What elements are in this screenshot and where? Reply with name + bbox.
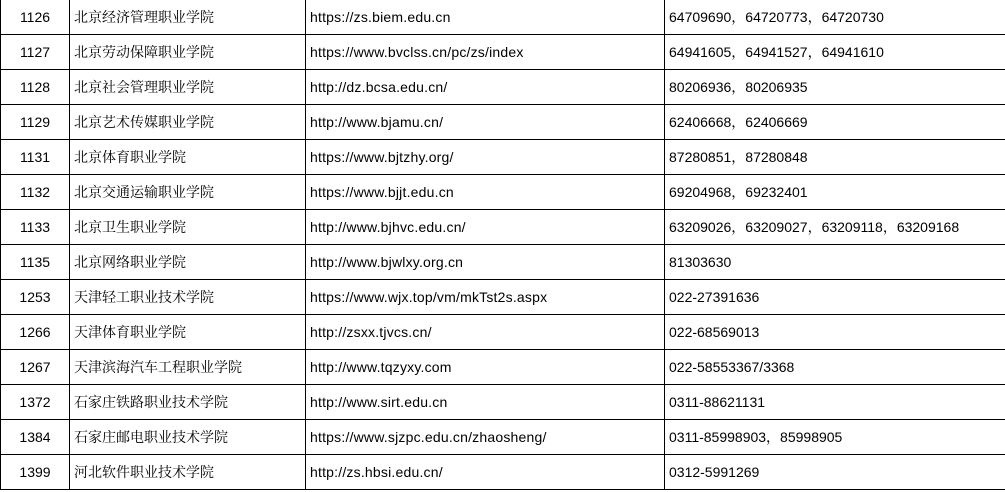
school-phone-cell: 022-27391636	[665, 280, 1005, 315]
school-code-cell: 1372	[1, 385, 70, 420]
table-row	[1, 0, 1005, 35]
school-name-cell: 石家庄铁路职业技术学院	[70, 385, 306, 420]
school-url-cell[interactable]: http://dz.bcsa.edu.cn/	[306, 70, 665, 105]
school-url-cell[interactable]: https://www.bvclss.cn/pc/zs/index	[306, 35, 665, 70]
table-row	[1, 210, 1005, 245]
school-code-cell: 1126	[1, 0, 70, 35]
school-name-cell: 北京体育职业学院	[70, 140, 306, 175]
school-name-cell: 北京卫生职业学院	[70, 210, 306, 245]
school-url-cell[interactable]: https://www.sjzpc.edu.cn/zhaosheng/	[306, 420, 665, 455]
table-body	[1, 0, 1005, 490]
school-code-cell: 1133	[1, 210, 70, 245]
table-row	[1, 315, 1005, 350]
school-phone-cell: 80206936，80206935	[665, 70, 1005, 105]
school-code-cell: 1135	[1, 245, 70, 280]
school-url-cell[interactable]: https://zs.biem.edu.cn	[306, 0, 665, 35]
school-phone-cell: 69204968，69232401	[665, 175, 1005, 210]
school-code-cell: 1128	[1, 70, 70, 105]
school-url-cell[interactable]: http://www.bjamu.cn/	[306, 105, 665, 140]
school-url-cell[interactable]: https://www.bjjt.edu.cn	[306, 175, 665, 210]
table-row	[1, 455, 1005, 490]
school-url-cell[interactable]: http://www.sirt.edu.cn	[306, 385, 665, 420]
school-name-cell: 天津轻工职业技术学院	[70, 280, 306, 315]
school-code-cell: 1132	[1, 175, 70, 210]
school-code-cell: 1399	[1, 455, 70, 490]
table-row	[1, 105, 1005, 140]
school-url-cell[interactable]: http://www.bjwlxy.org.cn	[306, 245, 665, 280]
school-url-cell[interactable]: https://www.bjtzhy.org/	[306, 140, 665, 175]
table-row	[1, 245, 1005, 280]
school-name-cell: 北京网络职业学院	[70, 245, 306, 280]
table-row	[1, 175, 1005, 210]
school-phone-cell: 0311-85998903，85998905	[665, 420, 1005, 455]
school-url-cell[interactable]: http://zsxx.tjvcs.cn/	[306, 315, 665, 350]
school-code-cell: 1253	[1, 280, 70, 315]
school-code-cell: 1267	[1, 350, 70, 385]
school-code-cell: 1127	[1, 35, 70, 70]
school-phone-cell: 62406668，62406669	[665, 105, 1005, 140]
school-name-cell: 河北软件职业技术学院	[70, 455, 306, 490]
school-phone-cell: 64941605，64941527，64941610	[665, 35, 1005, 70]
school-name-cell: 天津体育职业学院	[70, 315, 306, 350]
school-phone-cell: 022-58553367/3368	[665, 350, 1005, 385]
school-code-cell: 1266	[1, 315, 70, 350]
table-row	[1, 280, 1005, 315]
school-code-cell: 1129	[1, 105, 70, 140]
school-url-cell[interactable]: https://www.wjx.top/vm/mkTst2s.aspx	[306, 280, 665, 315]
table-row	[1, 350, 1005, 385]
table-row	[1, 70, 1005, 105]
school-name-cell: 天津滨海汽车工程职业学院	[70, 350, 306, 385]
school-phone-cell: 0312-5991269	[665, 455, 1005, 490]
table-row	[1, 385, 1005, 420]
school-phone-cell: 0311-88621131	[665, 385, 1005, 420]
school-phone-cell: 81303630	[665, 245, 1005, 280]
school-phone-cell: 022-68569013	[665, 315, 1005, 350]
school-name-cell: 北京劳动保障职业学院	[70, 35, 306, 70]
school-url-cell[interactable]: http://zs.hbsi.edu.cn/	[306, 455, 665, 490]
school-phone-cell: 64709690，64720773，64720730	[665, 0, 1005, 35]
school-name-cell: 北京交通运输职业学院	[70, 175, 306, 210]
school-code-cell: 1131	[1, 140, 70, 175]
table-row	[1, 35, 1005, 70]
school-code-cell: 1384	[1, 420, 70, 455]
school-name-cell: 北京艺术传媒职业学院	[70, 105, 306, 140]
school-url-cell[interactable]: http://www.tqzyxy.com	[306, 350, 665, 385]
school-phone-cell: 87280851，87280848	[665, 140, 1005, 175]
school-phone-cell: 63209026，63209027，63209118，63209168	[665, 210, 1005, 245]
school-name-cell: 北京经济管理职业学院	[70, 0, 306, 35]
school-name-cell: 石家庄邮电职业技术学院	[70, 420, 306, 455]
table-row	[1, 420, 1005, 455]
school-name-cell: 北京社会管理职业学院	[70, 70, 306, 105]
table-row	[1, 140, 1005, 175]
school-url-cell[interactable]: http://www.bjhvc.edu.cn/	[306, 210, 665, 245]
